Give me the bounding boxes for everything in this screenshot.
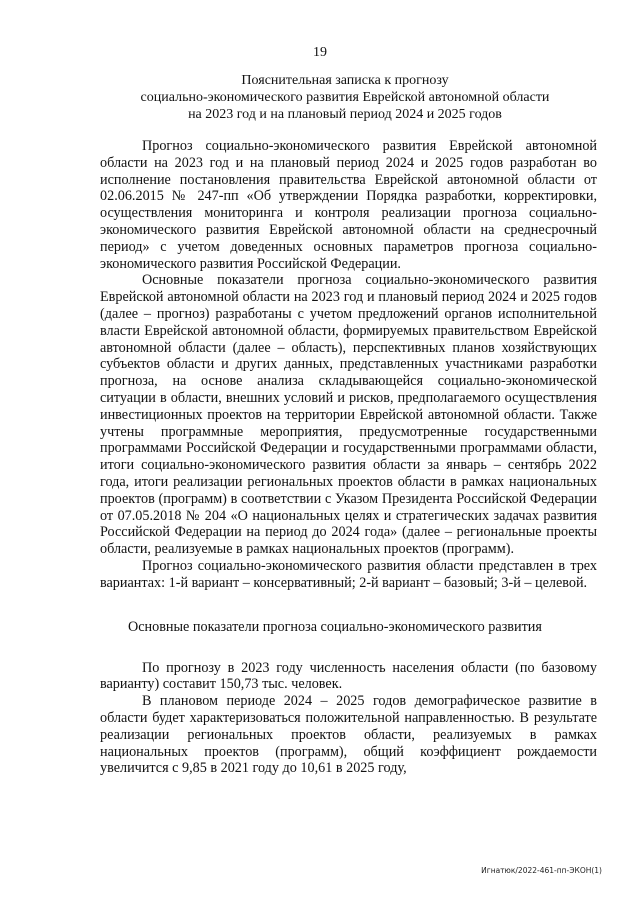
footer-document-code: Игнатюк/2022-461-пп-ЭКОН(1) (481, 866, 602, 875)
page-number: 19 (313, 45, 327, 60)
title-line-2: социально-экономического развития Еврейской автономной области (140, 90, 550, 105)
title-line-1: Пояснительная записка к прогнозу (241, 73, 449, 88)
paragraph-population: По прогнозу в 2023 году численность населения области (по базовому варианту) составит 150,73 тыс. человек. (100, 659, 597, 693)
document-title (60, 72, 630, 123)
section-heading: Основные показатели прогноза социально-экономического развития (128, 618, 542, 635)
paragraph-intro: Прогноз социально-экономического развития Еврейской автономной области на 2023 год и на плановый период 2024 и 2025 годов разработан во исполнение постановления правительства Еврейской автономной области от 02.06.2015 № 247-пп «Об утверждении Порядка разработки, корректировки, осуществления мониторинга и контроля реализации прогноза социально-экономического развития Еврейской автономной области на среднесрочный период» с учетом доведенных основных параметров прогноза социально-экономического развития Российской Федерации. (100, 138, 597, 272)
document-body (100, 138, 597, 777)
paragraph-variants: Прогноз социально-экономического развития области представлен в трех вариантах: 1-й вариант – консервативный; 2-й вариант – базовый; 3-й – целевой. (100, 557, 597, 591)
paragraph-main-indicators: Основные показатели прогноза социально-экономического развития Еврейской автономной области на 2023 год и плановый период 2024 и 2025 годов (далее – прогноз) разработаны с учетом предложений органов исполнительной власти Еврейской автономной области, формируемых правительством Еврейской автономной области (далее – область), перспективных планов хозяйствующих субъектов области и других данных, представленных участниками разработки прогноза, на основе анализа складывающейся социально-экономической ситуации в области, внешних условий и рисков, предполагаемого осуществления инвестиционных проектов на территории Еврейской автономной области. Также учтены программные мероприятия, предусмотренные государственными программами Российской Федерации и государственными программами области, итоги социально-экономического развития области за январь – сентябрь 2022 года, итоги реализации региональных проектов области в рамках национальных проектов (программ) в соответствии с Указом Президента Российской Федерации от 07.05.2018 № 204 «О национальных целях и стратегических задачах развития Российской Федерации на период до 2024 года» (далее – региональные проекты области, реализуемые в рамках национальных проектов (программ). (100, 272, 597, 558)
paragraph-demography: В плановом периоде 2024 – 2025 годов демографическое развитие в области будет характеризоваться положительной направленностью. В результате реализации региональных проектов области, реализуемых в рамках национальных проектов (программ), общий коэффициент рождаемости увеличится с 9,85 в 2021 году до 10,61 в 2025 году, (100, 693, 597, 777)
title-line-3: на 2023 год и на плановый период 2024 и 2025 годов (188, 107, 502, 122)
